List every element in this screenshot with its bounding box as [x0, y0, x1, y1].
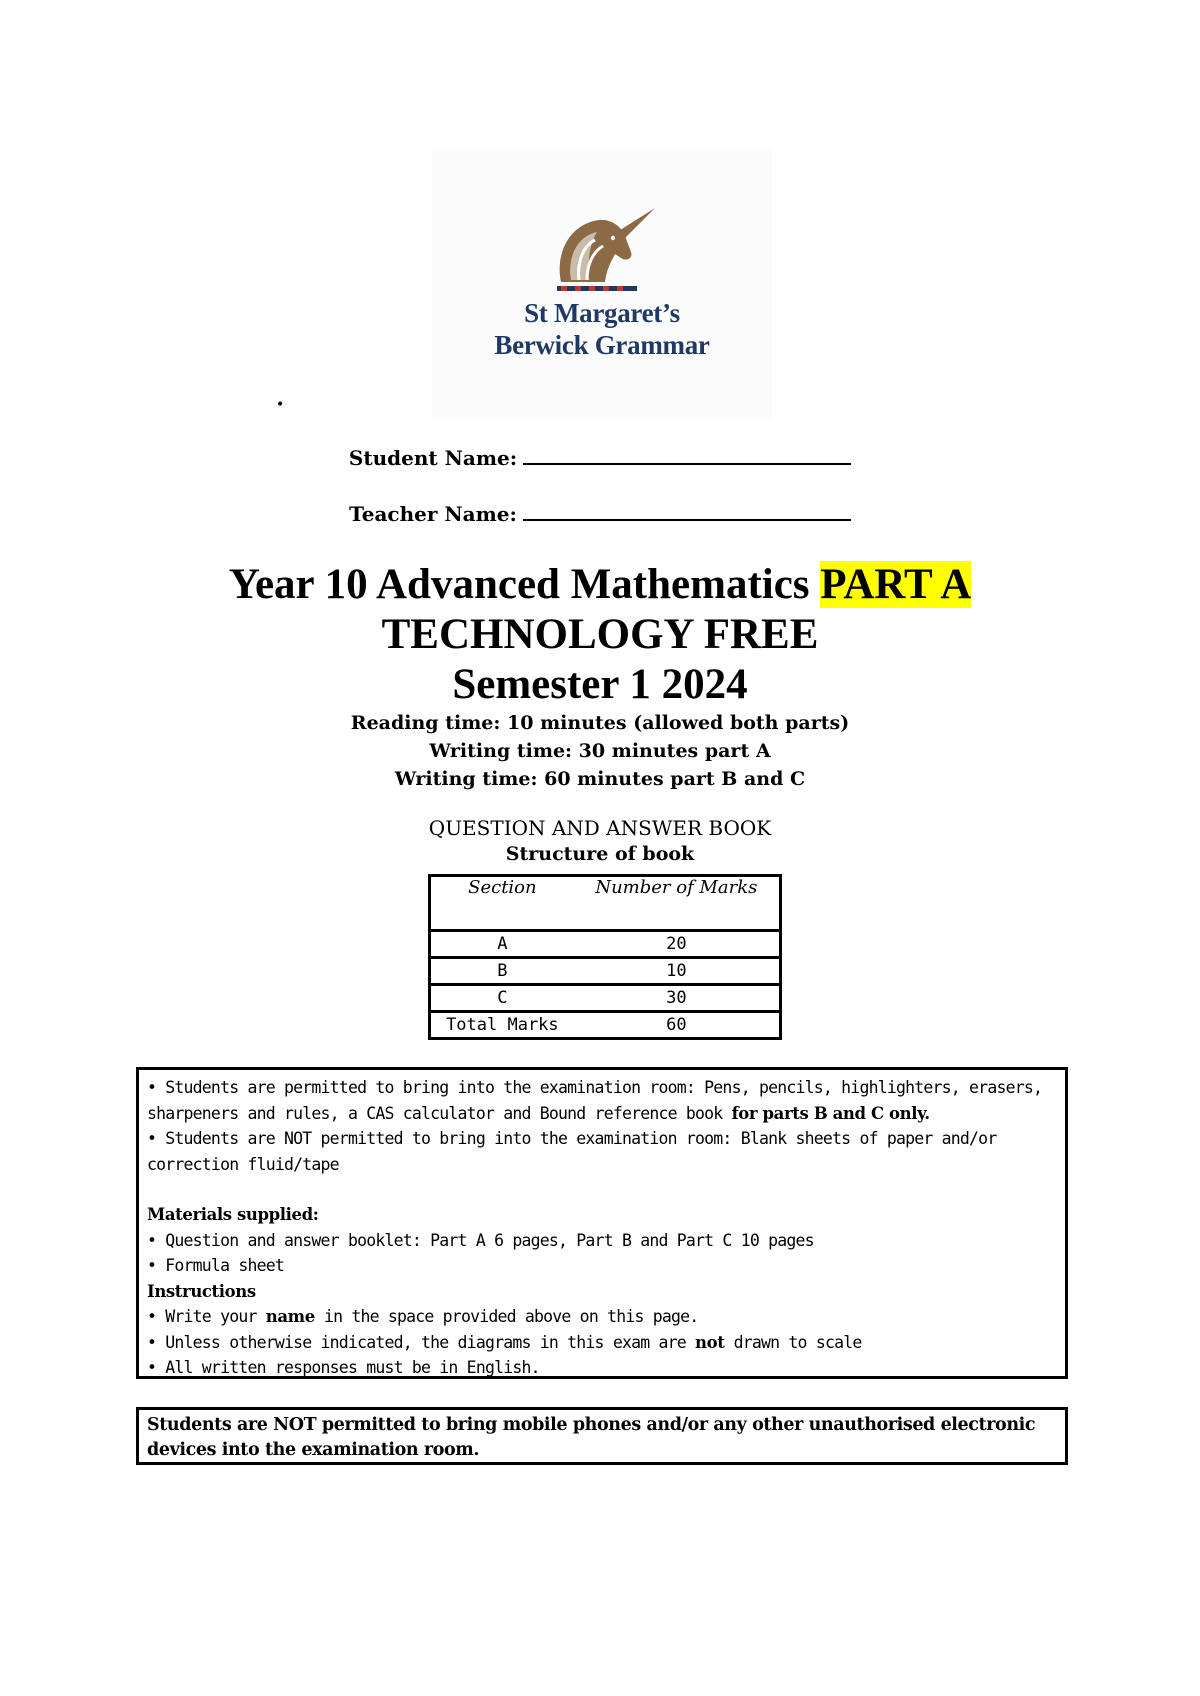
school-logo	[432, 150, 772, 418]
reading-time: Reading time: 10 minutes (allowed both parts)	[350, 712, 850, 734]
instruction-item: • All written responses must be in English.	[147, 1358, 540, 1377]
marks-cell: 20	[574, 931, 781, 958]
teacher-name-line	[0, 502, 1200, 526]
marks-table	[428, 874, 782, 1040]
materials-item: • Question and answer booklet: Part A 6 pages, Part B and Part C 10 pages	[147, 1230, 814, 1250]
section-cell: C	[430, 985, 574, 1012]
not-permitted-items: • Students are NOT permitted to bring into the examination room: Blank sheets of paper and/or correction fluid/tape	[147, 1129, 997, 1174]
instruction-item: • Write your name in the space provided above on this page.	[147, 1307, 699, 1326]
student-name-label: Student Name:	[348, 446, 518, 470]
section-cell: Total Marks	[430, 1012, 574, 1039]
unicorn-head-icon	[547, 202, 657, 294]
section-cell: A	[430, 931, 574, 958]
table-row	[430, 958, 781, 985]
writing-time-a: Writing time: 30 minutes part A	[429, 740, 771, 762]
teacher-name-label: Teacher Name:	[349, 502, 517, 526]
school-name-line2: Berwick Grammar	[494, 330, 710, 360]
header-section: Section	[430, 876, 574, 931]
student-name-blank	[523, 447, 851, 465]
teacher-name-blank	[523, 503, 851, 521]
title-main: Year 10 Advanced Mathematics	[228, 561, 810, 608]
materials-item: • Formula sheet	[147, 1256, 285, 1275]
permitted-items-bold: for parts B and C only.	[731, 1103, 930, 1123]
writing-time-bc: Writing time: 60 minutes part B and C	[394, 768, 806, 790]
table-row	[430, 985, 781, 1012]
instruction-item: • Unless otherwise indicated, the diagrams in this exam are not drawn to scale	[147, 1332, 862, 1352]
marks-cell: 10	[574, 958, 781, 985]
instructions-box	[136, 1067, 1068, 1379]
materials-heading: Materials supplied:	[147, 1205, 319, 1224]
stray-mark: •	[276, 397, 285, 413]
permitted-items	[147, 1075, 1057, 1126]
header-marks: Number of Marks	[574, 876, 781, 931]
permitted-items-text: • Students are permitted to bring into the examination room: Pens, pencils, highlighters, erasers, sharpeners and rules, a CAS calculator and Bound reference book	[147, 1078, 1043, 1123]
marks-cell: 30	[574, 985, 781, 1012]
school-name-line1: St Margaret’s	[524, 298, 680, 328]
exam-title	[0, 560, 1200, 610]
table-row	[430, 931, 781, 958]
marks-table-header	[430, 876, 781, 931]
section-cell: B	[430, 958, 574, 985]
title-technology-free: TECHNOLOGY FREE	[381, 611, 819, 658]
table-row	[430, 1012, 781, 1039]
book-subheading: Structure of book	[505, 843, 695, 865]
warning-box: Students are NOT permitted to bring mobile phones and/or any other unauthorised electronic devices into the examination room.	[136, 1407, 1068, 1465]
instructions-heading: Instructions	[147, 1281, 256, 1301]
book-heading: QUESTION AND ANSWER BOOK	[428, 816, 772, 840]
title-semester: Semester 1 2024	[452, 661, 748, 708]
student-name-line	[0, 446, 1200, 470]
title-highlight: PART A	[820, 561, 972, 608]
marks-cell: 60	[574, 1012, 781, 1039]
